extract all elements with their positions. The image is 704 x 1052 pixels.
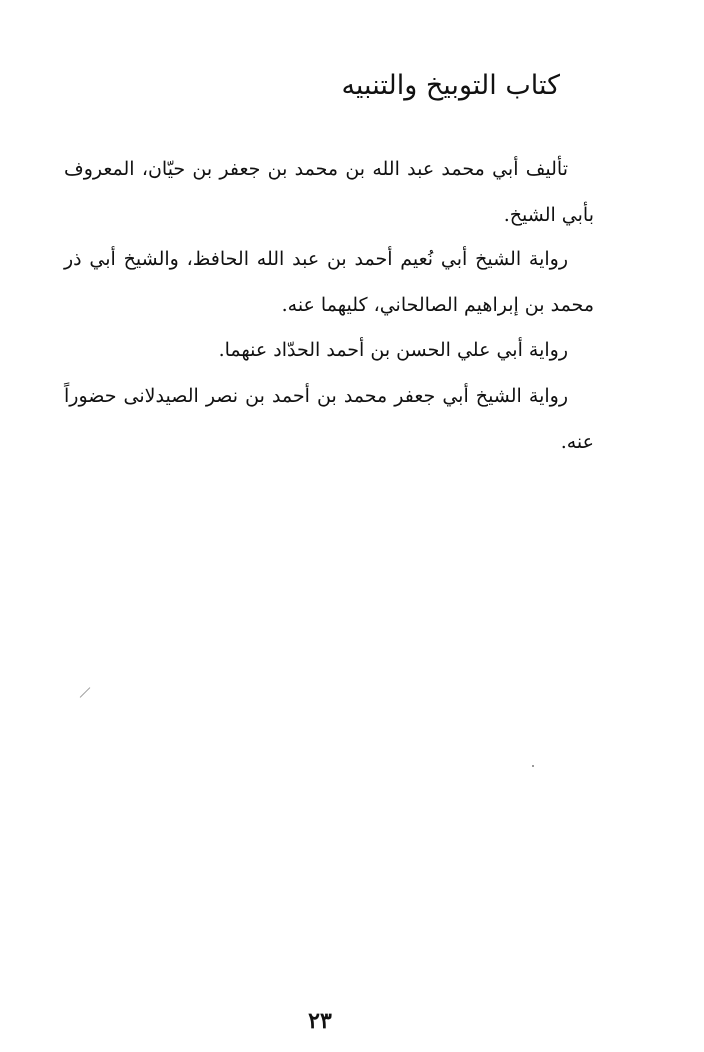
narration-paragraph-3: رواية الشيخ أبي جعفر محمد بن أحمد بن نصر الصيدلانى حضوراً عنه. — [64, 385, 594, 453]
narration-paragraph-2: رواية أبي علي الحسن بن أحمد الحدّاد عنهما. — [218, 339, 568, 361]
scan-dot — [532, 765, 534, 767]
authorship-paragraph: تأليف أبي محمد عبد الله بن محمد بن جعفر بن حيّان، المعروف بأبي الشيخ. — [64, 158, 594, 226]
scan-mark — [80, 687, 91, 698]
page-number: ٢٣ — [308, 1008, 332, 1034]
narration-paragraph-1: رواية الشيخ أبي نُعيم أحمد بن عبد الله الحافظ، والشيخ أبي ذر محمد بن إبراهيم الصالحاني، كليهما عنه. — [64, 248, 594, 316]
book-title: كتاب التوبيخ والتنبيه — [341, 70, 560, 101]
